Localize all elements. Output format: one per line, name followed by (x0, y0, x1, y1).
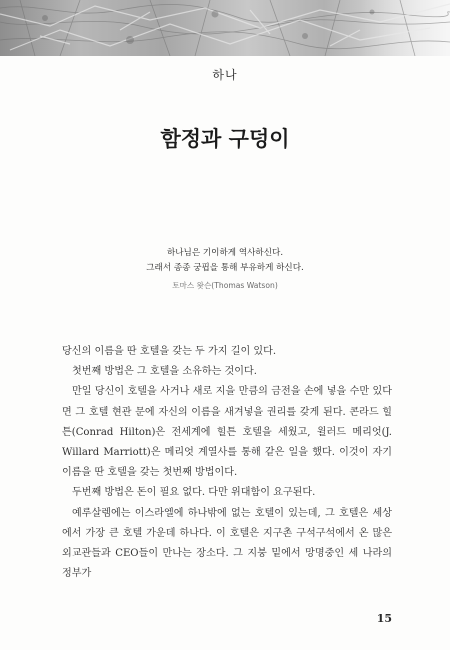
body-text (62, 342, 392, 584)
epigraph (0, 246, 450, 293)
page-number: 15 (376, 612, 392, 625)
body-paragraph: 당신의 이름을 딴 호텔을 갖는 두 가지 길이 있다. (62, 346, 277, 357)
banner-texture-image (0, 0, 450, 56)
epigraph-author: 토마스 왓슨(Thomas Watson) (172, 281, 278, 290)
body-paragraph: 예루살렘에는 이스라엘에 하나밖에 없는 호텔이 있는데, 그 호텔은 세상에서 가장 큰 호텔 가운데 하나다. 이 호텔은 지구촌 구석구석에서 온 많은 외교관들과 CEO들이 만나는 장소다. 그 지붕 밑에서 망명중인 세 나라의 정부가 (62, 507, 392, 580)
epigraph-line: 그래서 종종 궁핍을 통해 부유하게 하신다. (146, 263, 304, 273)
epigraph-line: 하나님은 기이하게 역사하신다. (166, 248, 284, 258)
body-paragraph: 만일 당신이 호텔을 사거나 새로 지을 만큼의 금전을 손에 넣을 수만 있다면 그 호텔 현관 문에 자신의 이름을 새겨넣을 권리를 갖게 된다. 콘라드 힐튼(Conrad Hilton)은 전세계에 힐튼 호텔을 세웠고, 윌러드 메리엇(J. Willard Marriott)은 메리엇 계열사를 통해 같은 일을 했다. 이것이 자기 이름을 딴 호텔을 갖는 첫번째 방법이다. (62, 386, 392, 479)
body-paragraph: 두번째 방법은 돈이 필요 없다. 다만 위대함이 요구된다. (72, 487, 316, 499)
body-paragraph: 첫번째 방법은 그 호텔을 소유하는 것이다. (72, 366, 258, 378)
texture-banner (0, 0, 450, 56)
chapter-label: 하나 (212, 68, 238, 82)
chapter-title: 함정과 구덩이 (160, 127, 290, 151)
